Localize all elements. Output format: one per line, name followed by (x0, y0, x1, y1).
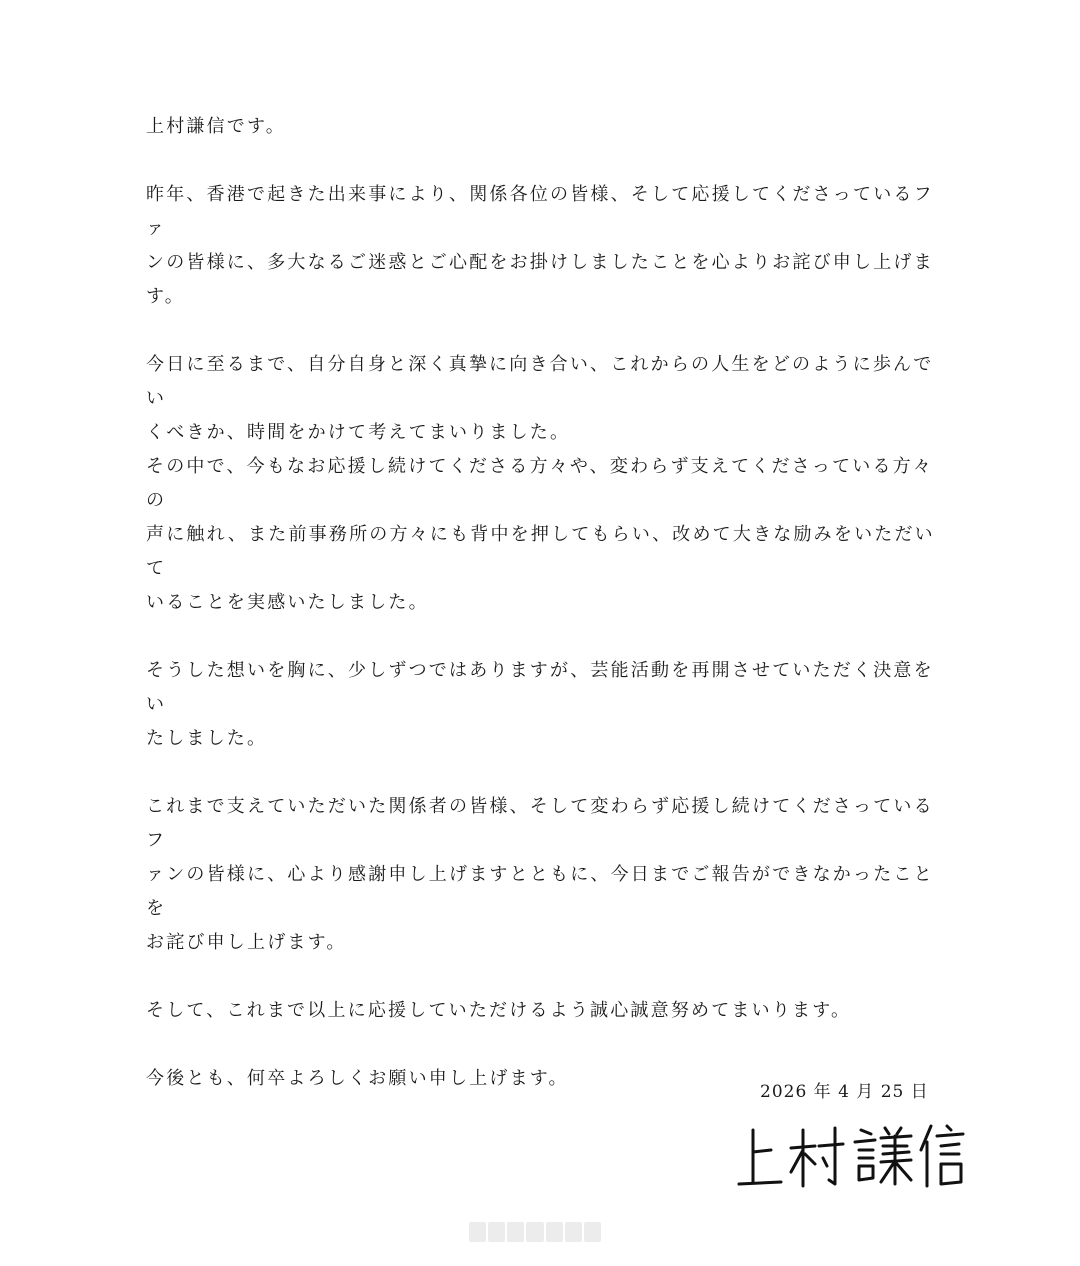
signature-drawing (735, 1120, 970, 1195)
paragraph-commitment: そして、これまで以上に応援していただけるよう誠心誠意努めてまいります。 (146, 1000, 852, 1021)
paragraph-gratitude: これまで支えていただいた関係者の皆様、そして変わらず応援し続けてくださっているフ ァンの皆様に、心より感謝申し上げますとともに、今日までご報告ができなかったことを お詫び申し上げます。 (146, 796, 934, 953)
paragraph-encouragement: その中で、今もなお応援し続けてくださる方々や、変わらず支えてくださっている方々の 声に触れ、また前事務所の方々にも背中を押してもらい、改めて大きな励みをいただいて いることを実感いたしました。 (146, 456, 935, 613)
letter-date: 2026 年 4 月 25 日 (760, 1082, 929, 1102)
paragraph-closing: 今後とも、何卒よろしくお願い申し上げます。 (146, 1068, 569, 1089)
paragraph-reflection: 今日に至るまで、自分自身と深く真摯に向き合い、これからの人生をどのように歩んでい くべきか、時間をかけて考えてまいりました。 (146, 354, 934, 443)
letter-body (146, 110, 936, 1130)
paragraph-resumption: そうした想いを胸に、少しずつではありますが、芸能活動を再開させていただく決意をい たしました。 (146, 660, 934, 749)
handwritten-signature (735, 1120, 970, 1195)
greeting: 上村謙信です。 (146, 116, 286, 137)
watermark (469, 1222, 601, 1242)
paragraph-apology: 昨年、香港で起きた出来事により、関係各位の皆様、そして応援してくださっているファ ンの皆様に、多大なるご迷惑とご心配をお掛けしましたことを心よりお詫び申し上げま す。 (146, 184, 934, 307)
